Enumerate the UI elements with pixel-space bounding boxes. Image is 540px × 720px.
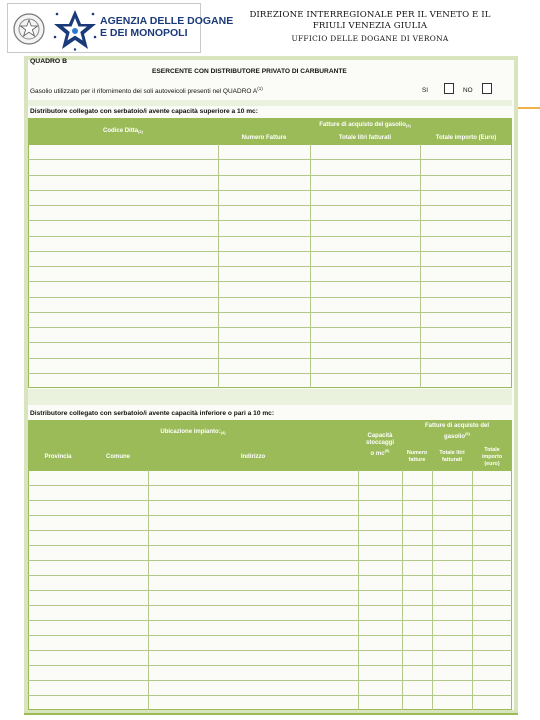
table-row[interactable] [28, 175, 512, 176]
col-provincia: Provincia [28, 444, 88, 470]
table-row[interactable] [28, 190, 512, 191]
numero2-line1: Numero [406, 450, 428, 456]
table-row[interactable] [28, 500, 512, 501]
col-numero-fatture-2 [402, 444, 432, 470]
table-column-divider [218, 144, 219, 388]
office-title: UFFICIO DELLE DOGANE DI VERONA [291, 34, 449, 43]
direction-title [210, 10, 530, 32]
table2-body [28, 470, 512, 710]
table-row[interactable] [28, 327, 512, 328]
table-column-divider [402, 470, 403, 710]
section2-title: Distributore collegato con serbatoio/i avente capacità inferiore o pari a 10 mc: [30, 410, 275, 417]
no-checkbox[interactable] [482, 83, 492, 94]
capacita-line2: stoccaggi [365, 439, 394, 446]
capacita-line1: Capacità [367, 432, 393, 439]
table-row[interactable] [28, 312, 512, 313]
table-column-divider [420, 144, 421, 388]
col-ubicazione [28, 420, 358, 444]
table-row[interactable] [28, 485, 512, 486]
table-row[interactable] [28, 358, 512, 359]
table-row[interactable] [28, 695, 512, 696]
direction-title-line2: FRIULI VENEZIA GIULIA [312, 21, 428, 31]
capacita-line3: o mc [370, 450, 385, 457]
spacer-band-2 [28, 389, 512, 405]
direction-title-line1: DIREZIONE INTERREGIONALE PER IL VENETO E IL [249, 10, 491, 20]
republic-emblem-icon [12, 12, 46, 46]
group2-line2: gasolio [444, 434, 466, 440]
table-row[interactable] [28, 590, 512, 591]
group2-note: (6) [465, 431, 470, 436]
importo2-line3: (euro) [484, 460, 500, 467]
table-row[interactable] [28, 575, 512, 576]
col-indirizzo: Indirizzo [148, 444, 358, 470]
table-row[interactable] [28, 665, 512, 666]
col-totale-litri-2 [432, 444, 472, 470]
table-row[interactable] [28, 220, 512, 221]
col-codice-ditta [28, 118, 218, 144]
group-header-note: (3) [405, 122, 411, 128]
section1-title: Distributore collegato con serbatoio/i avente capacità superiore a 10 mc: [30, 108, 258, 115]
table-row[interactable] [28, 620, 512, 621]
table-row[interactable] [28, 236, 512, 237]
yes-label: SI [422, 87, 429, 94]
table-row[interactable] [28, 650, 512, 651]
col-comune: Comune [88, 444, 148, 470]
table-column-divider [148, 470, 149, 710]
table-row[interactable] [28, 515, 512, 516]
table-column-divider [358, 470, 359, 710]
quadro-label: QUADRO B [30, 58, 68, 65]
col-codice-label: Codice Ditta [103, 127, 139, 134]
question-label: Gasolio utilizzato per il rifornimento dei soli autoveicoli presenti nel QUADRO A [30, 88, 258, 96]
table-row[interactable] [28, 205, 512, 206]
table-row[interactable] [28, 373, 512, 374]
table-row[interactable] [28, 159, 512, 160]
col-group-fatture-2 [402, 420, 512, 444]
litri2-line1: Totale litri [439, 450, 465, 456]
table-row[interactable] [28, 266, 512, 267]
table-row[interactable] [28, 342, 512, 343]
table-row[interactable] [28, 560, 512, 561]
table-column-divider [472, 470, 473, 710]
agency-name-line2: E DEI MONOPOLI [100, 27, 188, 39]
ubicazione-label: Ubicazione impianto: [160, 428, 221, 435]
capacita-note: (5) [384, 447, 390, 453]
table-row[interactable] [28, 545, 512, 546]
litri2-line2: fatturati [441, 457, 463, 463]
bottom-border [24, 713, 518, 715]
no-label: NO [463, 87, 473, 94]
table-row[interactable] [28, 297, 512, 298]
group-header-label: Fatture di acquisto del gasolio [319, 121, 406, 128]
col-capacita [358, 420, 402, 470]
agency-logo [7, 3, 234, 53]
col-codice-note: (2) [138, 128, 143, 134]
group2-line1: Fatture di acquisto del [424, 423, 489, 429]
table-row[interactable] [28, 530, 512, 531]
ubicazione-note: (4) [220, 429, 226, 435]
question-text [30, 86, 263, 95]
importo2-line2: importo [481, 453, 503, 460]
agency-star-logo-icon [52, 7, 98, 51]
spacer-band [28, 100, 512, 106]
agency-name-line1: AGENZIA DELLE DOGANE [100, 15, 234, 27]
table-column-divider [432, 470, 433, 710]
table-row[interactable] [28, 635, 512, 636]
table-column-divider [310, 144, 311, 388]
form-title: ESERCENTE CON DISTRIBUTORE PRIVATO DI CARBURANTE [152, 68, 347, 75]
question-note: (1) [257, 86, 263, 91]
table-row[interactable] [28, 281, 512, 282]
col-totale-importo-2 [472, 444, 512, 470]
table-row[interactable] [28, 605, 512, 606]
yes-checkbox[interactable] [444, 83, 454, 94]
table-row[interactable] [28, 680, 512, 681]
col-totale-litri: Totale litri fatturati [310, 132, 420, 144]
table1-body [28, 144, 512, 388]
table-row[interactable] [28, 251, 512, 252]
col-totale-importo: Totale importo (Euro) [420, 132, 512, 144]
numero2-line2: fatture [408, 457, 426, 463]
importo2-line1: Totale [484, 446, 500, 453]
col-numero-fatture: Numero Fatture [218, 132, 310, 144]
col-group-fatture [218, 118, 512, 132]
